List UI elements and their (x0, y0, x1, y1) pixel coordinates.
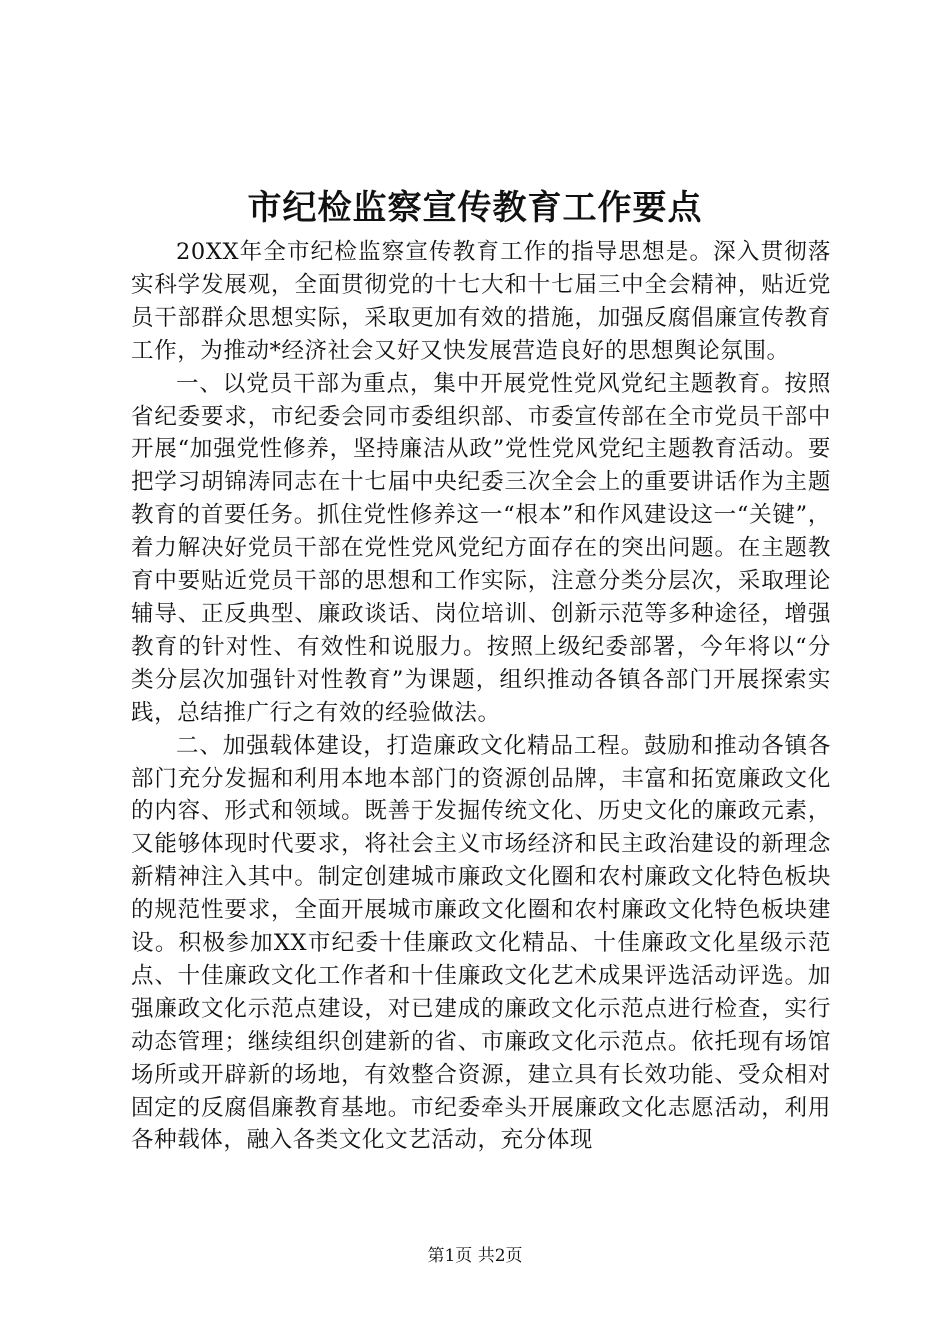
paragraph-guiding-ideology: 20XX年全市纪检监察宣传教育工作的指导思想是。深入贯彻落实科学发展观，全面贯彻党的十七大和十七届三中全会精神，贴近党员干部群众思想实际，采取更加有效的措施，加强反腐倡廉宣传教育工作，为推动*经济社会又好又快发展营造良好的思想舆论氛围。 (131, 239, 831, 364)
paragraph-section-two: 二、加强载体建设，打造廉政文化精品工程。鼓励和推动各镇各部门充分发掘和利用本地本部门的资源创品牌，丰富和拓宽廉政文化的内容、形式和领域。既善于发掘传统文化、历史文化的廉政元素，又能够体现时代要求，将社会主义市场经济和民主政治建设的新理念新精神注入其中。制定创建城市廉政文化圈和农村廉政文化特色板块的规范性要求，全面开展城市廉政文化圈和农村廉政文化特色板块建设。积极参加XX市纪委十佳廉政文化精品、十佳廉政文化星级示范点、十佳廉政文化工作者和十佳廉政文化艺术成果评选活动评选。加强廉政文化示范点建设，对已建成的廉政文化示范点进行检查，实行动态管理；继续组织创建新的省、市廉政文化示范点。依托现有场馆场所或开辟新的场地，有效整合资源，建立具有长效功能、受众相对固定的反腐倡廉教育基地。市纪委牵头开展廉政文化志愿活动，利用各种载体，融入各类文化文艺活动，充分体现 (131, 732, 831, 1154)
page-number-footer: 第1页 共2页 (427, 1246, 523, 1266)
paragraph-section-one: 一、以党员干部为重点，集中开展党性党风党纪主题教育。按照省纪委要求，市纪委会同市委组织部、市委宣传部在全市党员干部中开展“加强党性修养，坚持廉洁从政”党性党风党纪主题教育活动。要把学习胡锦涛同志在十七届中央纪委三次全会上的重要讲话作为主题教育的首要任务。抓住党性修养这一“根本”和作风建设这一“关键”，着力解决好党员干部在党性党风党纪方面存在的突出问题。在主题教育中要贴近党员干部的思想和工作实际，注意分类分层次，采取理论辅导、正反典型、廉政谈话、岗位培训、创新示范等多种途径，增强教育的针对性、有效性和说服力。按照上级纪委部署，今年将以“分类分层次加强针对性教育”为课题，组织推动各镇各部门开展探索实践，总结推广行之有效的经验做法。 (131, 370, 831, 726)
document-body (131, 236, 831, 1157)
document-title: 市纪检监察宣传教育工作要点 (247, 188, 703, 228)
